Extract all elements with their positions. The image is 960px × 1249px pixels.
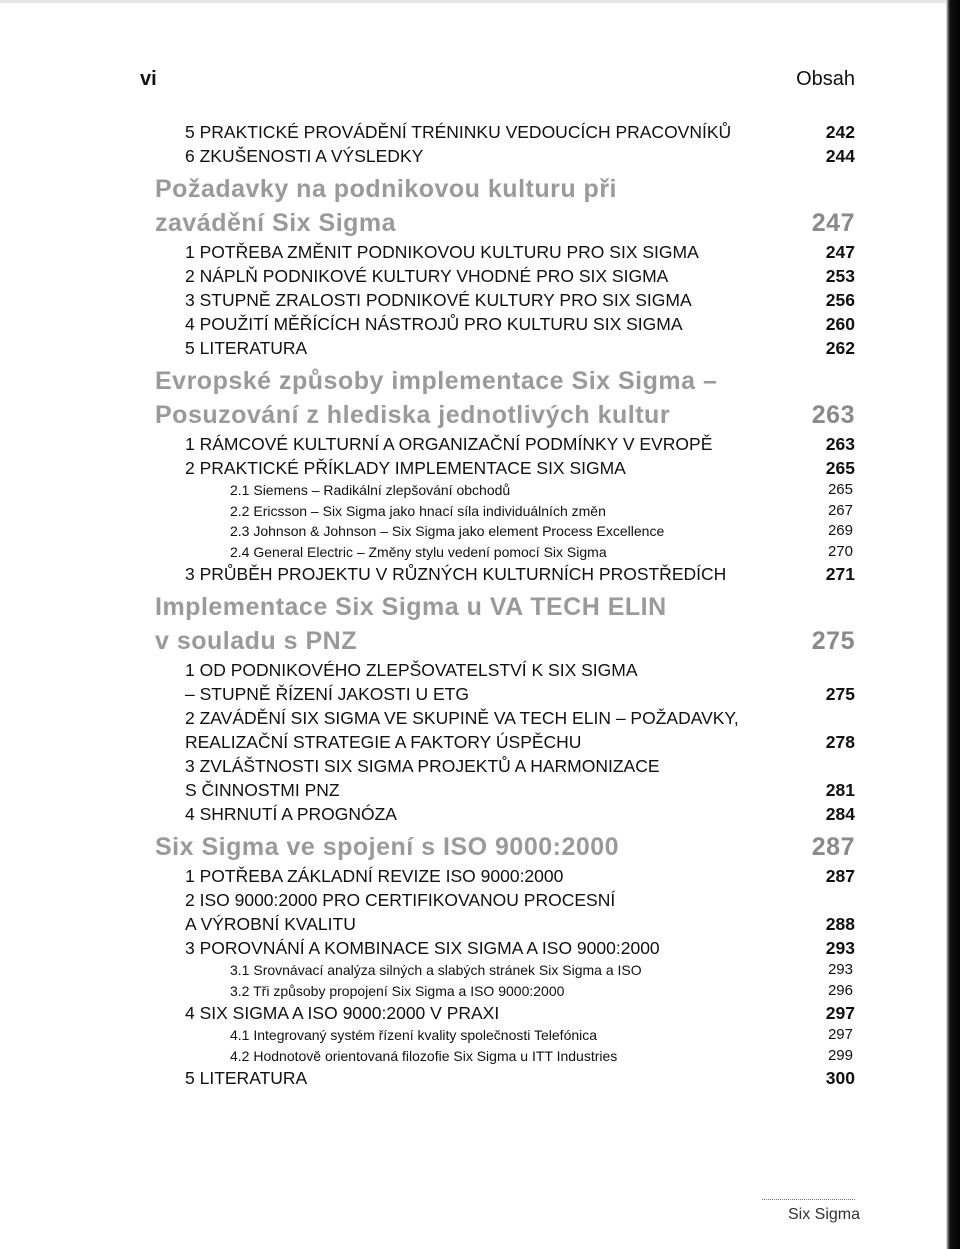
toc-section bbox=[185, 562, 855, 586]
toc-entry-page-number: 269 bbox=[827, 522, 853, 539]
toc-entry-title bbox=[185, 1001, 855, 1025]
toc-entry-title bbox=[185, 120, 855, 144]
page-binding-edge bbox=[946, 0, 960, 1249]
page-header bbox=[140, 68, 855, 96]
toc-entry-title-line: 3 STUPNĚ ZRALOSTI PODNIKOVÉ KULTURY PRO SIX SIGMA bbox=[185, 290, 692, 310]
toc-section bbox=[185, 120, 855, 144]
toc-entry-title-line: Evropské způsoby implementace Six Sigma – bbox=[155, 367, 718, 395]
section-title: Obsah bbox=[796, 68, 855, 90]
toc-entry-title bbox=[185, 658, 855, 706]
toc-entry-title bbox=[185, 144, 855, 168]
toc-entry-title-line: 3.1 Srovnávací analýza silných a slabých stránek Six Sigma a ISO bbox=[230, 962, 642, 978]
toc-entry-title bbox=[230, 480, 855, 501]
toc-entry-title-line: 1 RÁMCOVÉ KULTURNÍ A ORGANIZAČNÍ PODMÍNKY V EVROPĚ bbox=[185, 434, 713, 454]
toc-entry-title-line: 2 PRAKTICKÉ PŘÍKLADY IMPLEMENTACE SIX SIGMA bbox=[185, 458, 626, 478]
toc-entry-title-line: 1 POTŘEBA ZÁKLADNÍ REVIZE ISO 9000:2000 bbox=[185, 866, 564, 886]
toc-entry-title bbox=[230, 960, 855, 981]
toc-section bbox=[185, 1066, 855, 1090]
toc-entry-title bbox=[155, 364, 855, 432]
toc-entry-title-line: 4 SHRNUTÍ A PROGNÓZA bbox=[185, 804, 397, 824]
toc-entry-title bbox=[185, 288, 855, 312]
toc-entry-title bbox=[185, 336, 855, 360]
toc-entry-page-number: 244 bbox=[825, 146, 855, 166]
toc-entry-page-number: 267 bbox=[827, 501, 853, 519]
toc-entry-page-number: 297 bbox=[827, 1026, 853, 1043]
toc-section bbox=[185, 706, 855, 754]
table-of-contents bbox=[155, 120, 855, 1090]
toc-entry-page-number: 265 bbox=[825, 458, 855, 478]
toc-entry-page-number: 293 bbox=[827, 961, 853, 978]
toc-entry-page-number: 247 bbox=[825, 242, 855, 262]
toc-entry-page-number: 271 bbox=[825, 564, 855, 584]
toc-entry-page-number: 297 bbox=[825, 1003, 855, 1023]
toc-subsection bbox=[230, 480, 855, 501]
toc-entry-title-line: Six Sigma ve spojení s ISO 9000:2000 bbox=[155, 833, 620, 861]
toc-entry-page-number: 275 bbox=[811, 627, 855, 655]
toc-section bbox=[185, 144, 855, 168]
toc-chapter bbox=[155, 830, 855, 864]
page-folio: vi bbox=[140, 68, 157, 90]
toc-entry-page-number: 300 bbox=[825, 1068, 855, 1088]
toc-entry-title bbox=[185, 1066, 855, 1090]
toc-section bbox=[185, 888, 855, 936]
toc-entry-page-number: 270 bbox=[827, 542, 853, 560]
toc-entry-title-line: 4 POUŽITÍ MĚŘÍCÍCH NÁSTROJŮ PRO KULTURU SIX SIGMA bbox=[185, 314, 683, 334]
toc-entry-page-number: 253 bbox=[825, 266, 855, 286]
toc-entry-title-line: zavádění Six Sigma bbox=[155, 209, 397, 237]
toc-entry-title bbox=[155, 172, 855, 240]
toc-section bbox=[185, 1001, 855, 1025]
toc-subsection bbox=[230, 521, 855, 542]
toc-entry-title bbox=[185, 864, 855, 888]
toc-entry-title-line: 2 ISO 9000:2000 PRO CERTIFIKOVANOU PROCESNÍ bbox=[185, 890, 616, 910]
toc-entry-title-line: 4 SIX SIGMA A ISO 9000:2000 V PRAXI bbox=[185, 1003, 500, 1023]
toc-entry-title bbox=[185, 562, 855, 586]
toc-entry-page-number: 260 bbox=[825, 314, 855, 334]
toc-section bbox=[185, 864, 855, 888]
toc-section bbox=[185, 312, 855, 336]
toc-entry-title-line: 2 NÁPLŇ PODNIKOVÉ KULTURY VHODNÉ PRO SIX SIGMA bbox=[185, 266, 669, 286]
toc-section bbox=[185, 288, 855, 312]
toc-entry-title bbox=[185, 888, 855, 936]
toc-entry-title-line: 1 OD PODNIKOVÉHO ZLEPŠOVATELSTVÍ K SIX SIGMA bbox=[185, 660, 638, 680]
toc-subsection bbox=[230, 1046, 855, 1067]
toc-entry-title-line: v souladu s PNZ bbox=[155, 627, 357, 655]
toc-entry-title bbox=[185, 240, 855, 264]
toc-entry-title-line: S ČINNOSTMI PNZ bbox=[185, 780, 340, 800]
toc-entry-title-line: 6 ZKUŠENOSTI A VÝSLEDKY bbox=[185, 146, 424, 166]
toc-entry-title-line: 5 PRAKTICKÉ PROVÁDĚNÍ TRÉNINKU VEDOUCÍCH PRACOVNÍKŮ bbox=[185, 122, 732, 142]
toc-entry-page-number: 293 bbox=[825, 938, 855, 958]
toc-entry-title bbox=[185, 456, 855, 480]
toc-entry-title-line: 3 PRŮBĚH PROJEKTU V RŮZNÝCH KULTURNÍCH PROSTŘEDÍCH bbox=[185, 564, 727, 584]
toc-entry-title-line: 4.2 Hodnotově orientovaná filozofie Six Sigma u ITT Industries bbox=[230, 1047, 618, 1064]
toc-entry-title bbox=[155, 590, 855, 658]
footer-book-title: Six Sigma bbox=[787, 1206, 860, 1223]
toc-entry-page-number: 287 bbox=[825, 866, 855, 886]
toc-entry-title-line: 3 POROVNÁNÍ A KOMBINACE SIX SIGMA A ISO 9000:2000 bbox=[185, 938, 660, 958]
toc-section bbox=[185, 456, 855, 480]
toc-entry-title bbox=[230, 1046, 855, 1067]
toc-entry-title-line: 2.1 Siemens – Radikální zlepšování obchodů bbox=[230, 482, 511, 498]
toc-chapter bbox=[155, 364, 855, 432]
toc-entry-title-line: Požadavky na podnikovou kulturu při bbox=[155, 175, 618, 203]
toc-entry-page-number: 299 bbox=[827, 1046, 853, 1064]
toc-subsection bbox=[230, 981, 855, 1002]
toc-entry-page-number: 288 bbox=[825, 914, 855, 934]
toc-section bbox=[185, 240, 855, 264]
toc-entry-title-line: A VÝROBNÍ KVALITU bbox=[185, 914, 356, 934]
toc-entry-title-line: 1 POTŘEBA ZMĚNIT PODNIKOVOU KULTURU PRO SIX SIGMA bbox=[185, 242, 699, 262]
toc-entry-title bbox=[185, 802, 855, 826]
toc-entry-title-line: 5 LITERATURA bbox=[185, 338, 308, 358]
toc-entry-page-number: 262 bbox=[825, 338, 855, 358]
toc-entry-page-number: 256 bbox=[825, 290, 855, 310]
page-top-edge bbox=[0, 0, 960, 3]
toc-entry-title-line: 4.1 Integrovaný systém řízení kvality společnosti Telefónica bbox=[230, 1027, 598, 1043]
toc-entry-page-number: 275 bbox=[825, 684, 855, 704]
toc-subsection bbox=[230, 501, 855, 522]
toc-subsection bbox=[230, 1025, 855, 1046]
toc-entry-title bbox=[230, 501, 855, 522]
toc-entry-title-line: 2 ZAVÁDĚNÍ SIX SIGMA VE SKUPINĚ VA TECH ELIN – POŽADAVKY, bbox=[185, 708, 739, 728]
toc-entry-title-line: Posuzování z hlediska jednotlivých kultur bbox=[155, 401, 671, 429]
toc-entry-title bbox=[185, 264, 855, 288]
toc-entry-page-number: 242 bbox=[825, 122, 855, 142]
toc-subsection bbox=[230, 960, 855, 981]
toc-entry-title-line: 3.2 Tři způsoby propojení Six Sigma a ISO 9000:2000 bbox=[230, 982, 565, 999]
toc-entry-title bbox=[185, 312, 855, 336]
toc-section bbox=[185, 432, 855, 456]
toc-entry-title-line: Implementace Six Sigma u VA TECH ELIN bbox=[155, 593, 667, 621]
toc-entry-title-line: 2.4 General Electric – Změny stylu vedení pomocí Six Sigma bbox=[230, 543, 607, 560]
toc-entry-title-line: REALIZAČNÍ STRATEGIE A FAKTORY ÚSPĚCHU bbox=[185, 732, 582, 752]
toc-entry-title-line: 2.2 Ericsson – Six Sigma jako hnací síla individuálních změn bbox=[230, 502, 606, 519]
toc-entry-title bbox=[230, 981, 855, 1002]
toc-section bbox=[185, 802, 855, 826]
toc-entry-title bbox=[185, 432, 855, 456]
toc-entry-title-line: 3 ZVLÁŠTNOSTI SIX SIGMA PROJEKTŮ A HARMONIZACE bbox=[185, 756, 660, 776]
toc-entry-page-number: 287 bbox=[811, 833, 855, 861]
toc-chapter bbox=[155, 590, 855, 658]
toc-entry-page-number: 284 bbox=[825, 804, 855, 824]
toc-entry-title bbox=[155, 830, 855, 864]
toc-chapter bbox=[155, 172, 855, 240]
toc-entry-title bbox=[230, 521, 855, 542]
toc-section bbox=[185, 658, 855, 706]
toc-entry-page-number: 265 bbox=[827, 481, 853, 498]
toc-entry-title bbox=[185, 936, 855, 960]
toc-section bbox=[185, 336, 855, 360]
toc-entry-page-number: 278 bbox=[825, 732, 855, 752]
toc-entry-page-number: 296 bbox=[827, 981, 853, 999]
footer-rule bbox=[762, 1199, 855, 1200]
toc-section bbox=[185, 264, 855, 288]
toc-entry-page-number: 247 bbox=[811, 209, 855, 237]
toc-section bbox=[185, 754, 855, 802]
toc-subsection bbox=[230, 542, 855, 563]
toc-section bbox=[185, 936, 855, 960]
toc-entry-page-number: 263 bbox=[811, 401, 855, 429]
toc-entry-page-number: 281 bbox=[825, 780, 855, 800]
toc-entry-title-line: 5 LITERATURA bbox=[185, 1068, 308, 1088]
toc-entry-title-line: – STUPNĚ ŘÍZENÍ JAKOSTI U ETG bbox=[185, 684, 469, 704]
toc-entry-title bbox=[185, 754, 855, 802]
toc-entry-title bbox=[230, 1025, 855, 1046]
toc-entry-title-line: 2.3 Johnson & Johnson – Six Sigma jako element Process Excellence bbox=[230, 523, 665, 539]
toc-entry-title bbox=[230, 542, 855, 563]
toc-entry-title bbox=[185, 706, 855, 754]
toc-entry-page-number: 263 bbox=[825, 434, 855, 454]
